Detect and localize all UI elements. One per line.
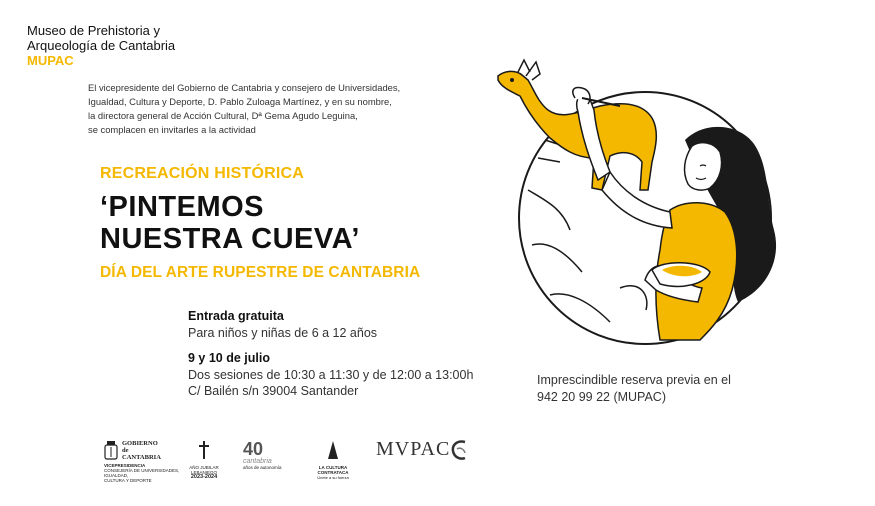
logo-ano-jubilar [184, 440, 224, 480]
mupac-emblem-icon [451, 439, 467, 461]
vice-line3: CULTURA Y DEPORTE [104, 478, 152, 483]
date-label: 9 y 10 de julio [188, 351, 270, 365]
museum-acronym: MUPAC [27, 53, 74, 68]
jubilar-line2: LEBANIEGO [190, 470, 217, 475]
invitation-text [88, 81, 488, 137]
vice-line2: CONSEJERÍA DE UNIVERSIDADES, IGUALDAD, [104, 468, 180, 478]
cave-painting-illustration [470, 40, 800, 350]
autonomia-line1: cantabria [243, 458, 272, 465]
figure-icon [327, 440, 339, 460]
jubilar-line1: AÑO JUBILAR [189, 465, 219, 470]
vice-line1: VICEPRESIDENCIA [104, 463, 146, 468]
entry-label: Entrada gratuita [188, 309, 284, 323]
invitation-line-3: la directora general de Acción Cultural, Dª Gema Agudo Leguina, [88, 109, 358, 121]
invitation-line-2: Igualdad, Cultura y Deporte, D. Pablo Zuloaga Martínez, y en su nombre, [88, 95, 392, 107]
gobierno-line3: CANTABRIA [122, 454, 161, 461]
invitation-line-1: El vicepresidente del Gobierno de Cantabria y consejero de Universidades, [88, 82, 401, 93]
sessions-text: Dos sesiones de 10:30 a 11:30 y de 12:00 a 13:00h [188, 367, 474, 382]
coat-of-arms-icon [104, 441, 118, 461]
upper-arm [602, 172, 672, 228]
schedule-info [188, 350, 473, 400]
event-subtitle: DÍA DEL ARTE RUPESTRE DE CANTABRIA [100, 264, 421, 281]
logo-la-cultura-contrataca [313, 440, 353, 480]
museum-name-line1: Museo de Prehistoria y [27, 23, 160, 38]
reservation-line1: Imprescindible reserva previa en el [537, 373, 731, 387]
jubilar-line3: 2023-2024 [190, 474, 218, 480]
cultura-line3: Únete a su fuerza [317, 475, 349, 480]
entry-info [188, 308, 377, 341]
event-title-line1: ‘PINTEMOS [100, 191, 265, 223]
museum-name-line2: Arqueología de Cantabria [27, 38, 176, 53]
logo-40-autonomia [243, 440, 298, 470]
invitation-line-4: se complacen en invitarles a la actividad [88, 123, 256, 135]
entry-text: Para niños y niñas de 6 a 12 años [188, 325, 378, 340]
cross-icon [197, 440, 211, 460]
logo-gobierno-cantabria [104, 440, 184, 483]
museum-name [27, 23, 175, 68]
reservation-note [537, 372, 777, 406]
event-title-line2: NUESTRA CUEVA’ [100, 223, 360, 255]
animal-eye [510, 78, 514, 82]
cultura-line2: CONTRATACA [317, 470, 349, 475]
reservation-phone: 942 20 99 22 (MUPAC) [537, 390, 666, 404]
address-text: C/ Bailén s/n 39004 Santander [188, 384, 359, 398]
logo-mupac [376, 438, 467, 461]
mupac-logo-text: MVPAC [376, 438, 451, 460]
autonomia-number: 40 [243, 439, 264, 459]
cultura-line1: LA CULTURA [318, 465, 348, 470]
gobierno-line1: GOBIERNO [122, 440, 158, 447]
autonomia-line2: años de autonomía [243, 465, 282, 470]
event-title [100, 191, 360, 255]
gobierno-line2: de [122, 447, 129, 454]
event-kicker: RECREACIÓN HISTÓRICA [100, 165, 305, 182]
